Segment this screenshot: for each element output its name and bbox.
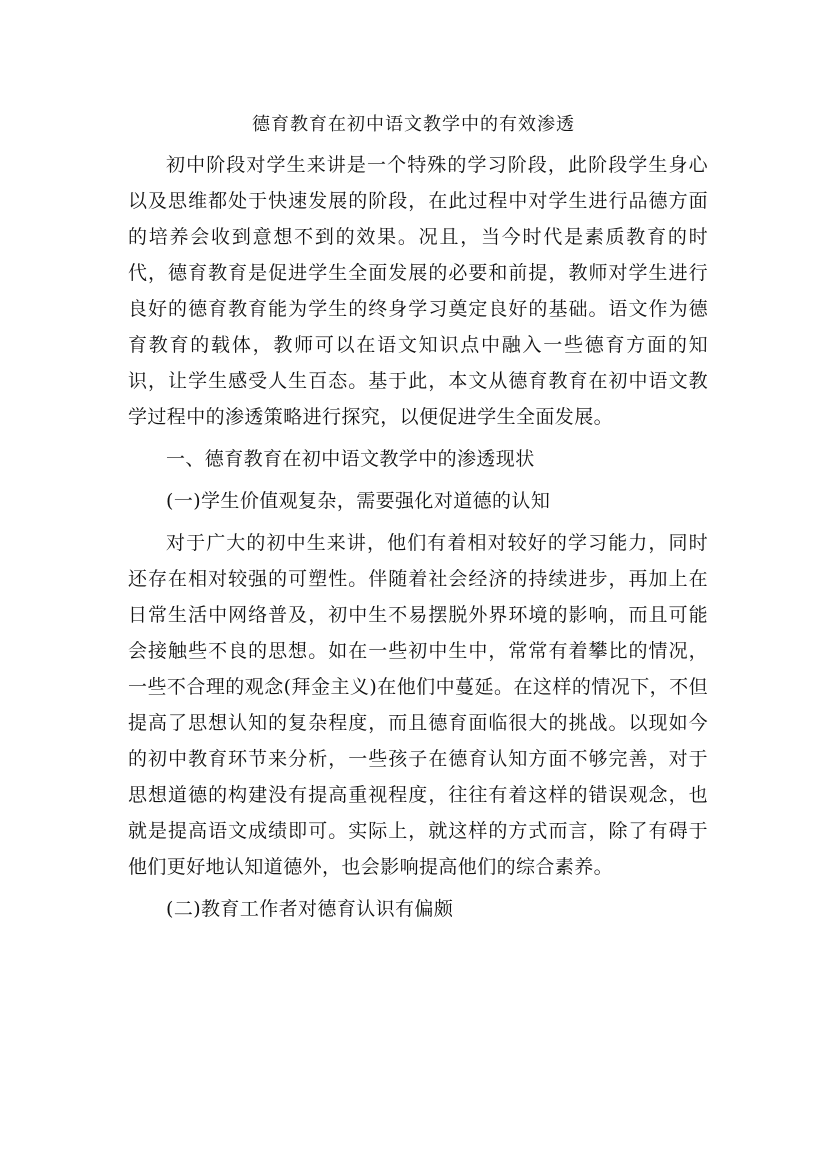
section-heading-1: 一、德育教育在初中语文教学中的渗透现状 bbox=[166, 448, 535, 470]
intro-paragraph: 初中阶段对学生来讲是一个特殊的学习阶段，此阶段学生身心以及思维都处于快速发展的阶段，在此过程中对学生进行品德方面的培养会收到意想不到的效果。况且，当今时代是素质教育的时代，德育教育是促进学生全面发展的必要和前提，教师对学生进行良好的德育教育能为学生的终身学习奠定良好的基础。语文作为德育教育的载体，教师可以在语文知识点中融入一些德育方面的知识，让学生感受人生百态。基于此，本文从德育教育在初中语文教学过程中的渗透策略进行探究，以便促进学生全面发展。 bbox=[128, 154, 708, 428]
subsection-heading-1: (一)学生价值观复杂，需要强化对道德的认知 bbox=[166, 490, 551, 512]
subsection-1-paragraph: 对于广大的初中生来讲，他们有着相对较好的学习能力，同时还存在相对较强的可塑性。伴随着社会经济的持续进步，再加上在日常生活中网络普及，初中生不易摆脱外界环境的影响，而且可能会接触些不良的思想。如在一些初中生中，常常有着攀比的情况，一些不合理的观念(拜金主义)在他们中蔓延。在这样的情况下，不但提高了思想认知的复杂程度，而且德育面临很大的挑战。以现如今的初中教育环节来分析，一些孩子在德育认知方面不够完善，对于思想道德的构建没有提高重视程度，往往有着这样的错误观念，也就是提高语文成绩即可。实际上，就这样的方式而言，除了有碍于他们更好地认知道德外，也会影响提高他们的综合素养。 bbox=[128, 532, 708, 878]
document-title: 德育教育在初中语文教学中的有效渗透 bbox=[252, 114, 575, 135]
subsection-heading-2: (二)教育工作者对德育认识有偏颇 bbox=[166, 898, 454, 920]
document-body bbox=[128, 147, 708, 927]
